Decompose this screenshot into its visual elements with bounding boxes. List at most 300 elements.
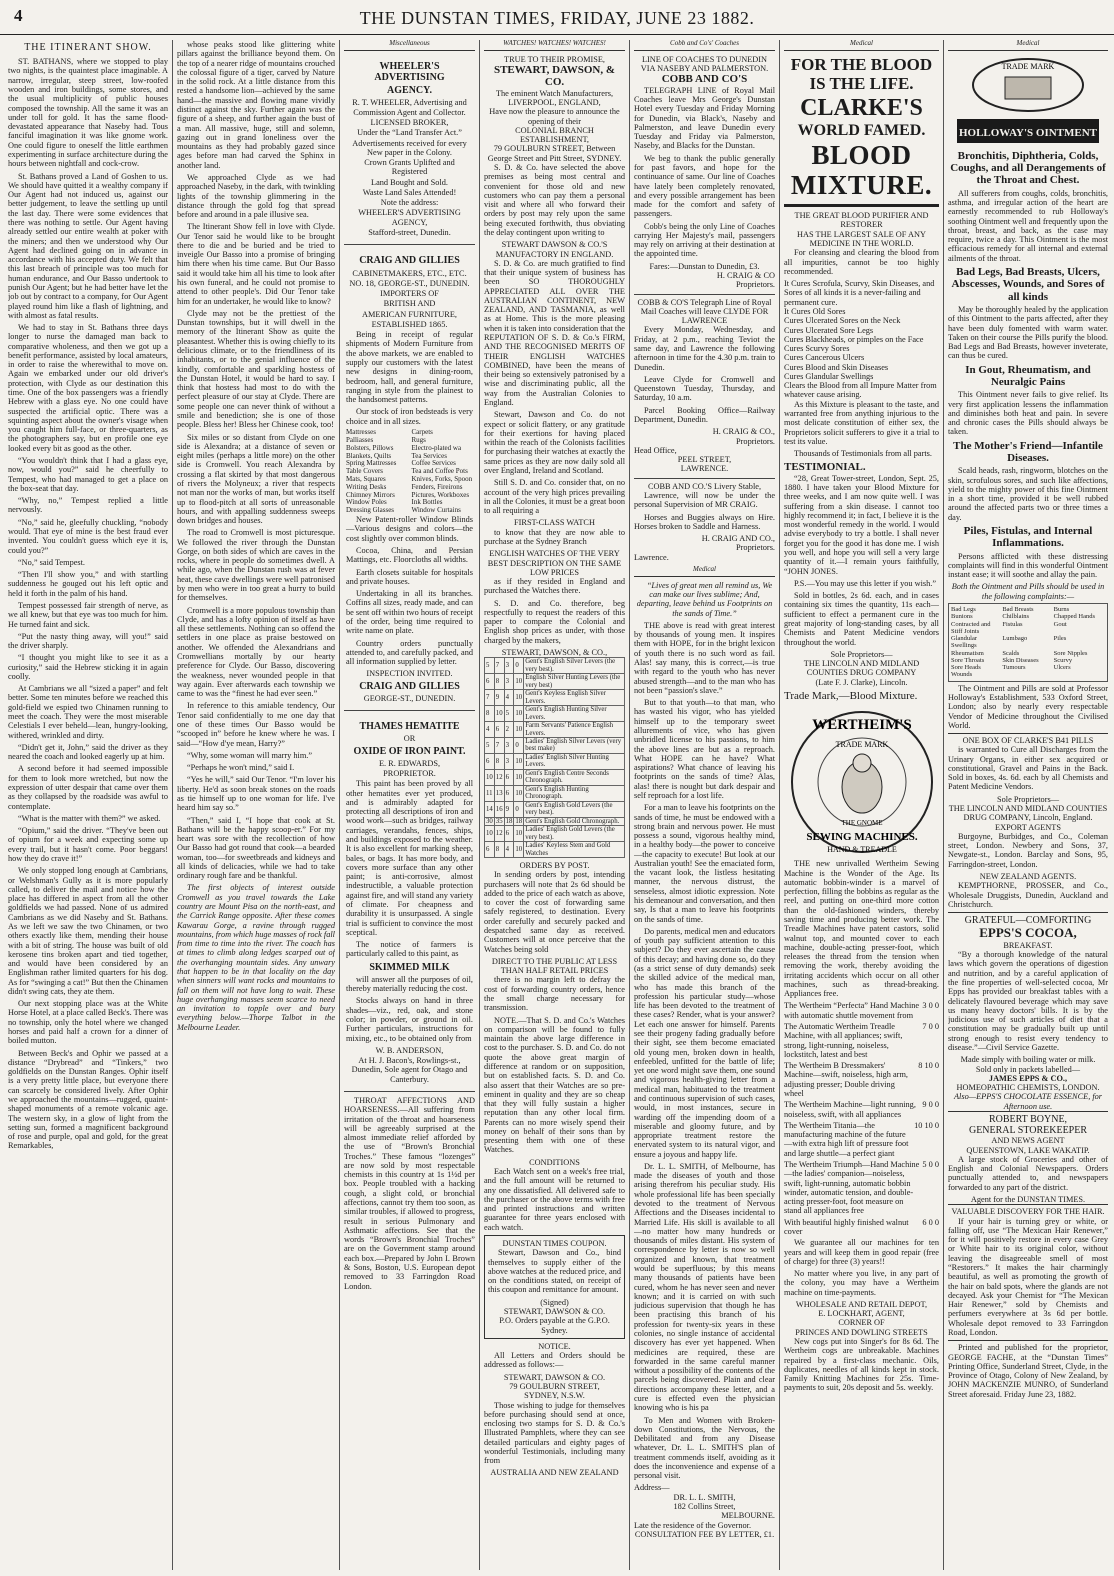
complaint-item: Sore Throats [951,656,985,664]
table-row [485,826,625,842]
complaint-item: Piles [1053,635,1067,643]
complaints-grid [948,603,1108,682]
ad-line: Proprietors. [736,436,775,446]
paragraph: At Cambrians we all “sized a paper” and felt better. Some ten minutes before we reached this gold-field we espied two Chinamen running to meet the coach. They were the most miserable Celestials I ever beheld—lean, hungry-looking, withered, wrinkled and dirty. [8,684,168,740]
coupon-signed-name: STEWART, DAWSON & CO. [503,1306,606,1316]
ad-title: CLARKE'S [800,94,923,121]
ad-line: Both the Ointment and Pills should be used in the following complaints:— [951,582,1105,601]
ad-line: Note the address: [380,198,439,208]
ad-body: Still S. D. and Co. consider that, on no account of the very high prices prevailing in all the Colonies, it must be a great boon to all requiring a [484,478,625,516]
ad-body: Cocoa, China, and Persian Mattings, etc. Floorcloths all widths. [346,545,473,565]
address-line: DR. L. L. SMITH, [673,1492,736,1502]
printer-imprint: Printed and published for the proprietor, GEORGE FACHE, at the “Dunstan Times” Printing Office, Sunderland Street, Clyde, in the Province of Otago, Colony of New Zealand, by JOHN MACKENZIE MUNRO, of Sunderland Street aforesaid. Friday June 23, 1882. [948,1340,1108,1399]
paragraph: St. Bathans proved a Land of Goshen to us. We should have quitted it a wealthy company if Our Agent had not induced us, against our better judgement, to leave the settling up until the last day. There were some evidences that there was nothing to settle. Our Agent having already settled our entire wealth at poker with the miners; and then we understood why Our Agent had declined going on in advance in accordance with his accepted duty. We felt that this last breach of principle was too much for human endurance, and Our Basso undertook to punish Our Agent; but he had better have let the job out by contract to a company, for Our Agent played round him like a flash of lightning, and with almost as fatal results. [8,171,168,320]
ad-line: Sole Proprietors— [997,794,1059,804]
ad-line: THE LINCOLN AND MIDLAND COUNTIES DRUG COMPANY [803,659,920,678]
ad-body: May be thoroughly healed by the application of this Ointment to the parts affected, after they have been duly fomented with warm water. Taken on their course the Pills purify the blood. Bad Legs and Bad Breasts, however inveterate, can thus be cured. [948,304,1108,361]
price-desc: The Wertheim B Dressmakers' Machine—swift, noiseless, high arm, adjusting presser; Double driving wheel [784,1061,908,1099]
price-value: 9 0 0 [922,1100,939,1110]
ad-title: COBB & CO'S Telegraph Line of Royal Mail Coaches will leave CLYDE FOR LAWRENCE [634,294,775,326]
table-cell: 10 [494,706,504,722]
ad-line: W. B. ANDERSON, [375,1045,444,1055]
item: Pictures, Workboxes [411,490,470,499]
table-cell: 6 [494,722,504,738]
coupon-body: Stewart, Dawson and Co., bind themselves to supply either of the above watches at the reduced price, and on the conditions stated, on receipt of this coupon and remittance for amount. [488,1248,621,1295]
ad-line: STEWART, DAWSON & CO. [503,1372,606,1382]
ad-line: R. T. WHEELER, Advertising and Commission Agent and Collector. [352,98,467,117]
testimonial: “28, Great Tower-street, London, Sept. 25, 1880. I have taken your Blood Mixture for three weeks, and I am now quite well. I was suffering from a skin disease. I cannot too highly recommend it; in fact, I believe it is the most wonderful remedy in the world. I would advise everybody to try a bottle. I shall never forget you for the good it has done me. I wish you well, and hope you will sell a very large quantity of it.—I remain yours faithfully, “JOHN JONES. [784,473,939,576]
table-cell: 2 [504,722,514,738]
section-label: Cobb and Co's' Coaches [634,40,775,51]
cure-item: Clears the Blood from all Impure Matter from whatever cause arising. [784,381,937,400]
ad-body: NOTE.—That S. D. and Co.'s Watches on comparison will be found to fully maintain the above large difference in cost to the purchaser. S. D. and Co. do not quote the above great margin of difference at random or on supposition, but on established facts. S. D. and Co. also assert that their Watches are so pre-eminent in quality and they are so cheap that they will fully sustain a higher reputation than any other local firm. Parents can no more wisely spend their money on behalf of their sons than by presenting them with one of these Watches. [484,1015,625,1155]
complaint-item: Lumbago [1002,635,1028,643]
complaint-item: Fistulas [1002,620,1023,628]
thames-hematite-ad [344,715,475,1092]
ad-heading: ORDERS BY POST. [519,861,590,871]
price-value: 10 10 0 [914,1120,939,1130]
ad-body: We guarantee all our machines for ten years and will keep them in good repair (free of charge) for three (3) years!! [784,1238,939,1266]
price-desc: The Automatic Wertheim Treadle Machine, with all appliances; swift, strong, light-running, noiseless, lockstitch, latest and best [784,1022,903,1059]
table-cell: Farm Servants' Patience English Levers. [524,722,625,738]
paragraph: Cromwell is a more populous township than Clyde, and has a lofty opinion of itself as have all these settlements. Nothing can so offend the settlers in one place as praise bestowed on another. We offended the Alexandrians and Cromwellians mortally by our hearty preference for Clyde. Our Basso, discovering the weakness, never wounded people in that way again. Ever afterwards each township we came to was the “finest he had ever seen.” [177,605,335,699]
paragraph: To Men and Women with Broken-down Constitutions, the Nervous, the Debilitated and from any Disease whatever, Dr. L. L. SMITH'S plan of treatment commends itself, avoiding as it does the inconvenience and expense of a personal visit. [634,1415,775,1481]
ad-body: Scald heads, rash, ringworm, blotches on the skin, scrofulous sores, and such like affections, yield to the mighty power of this fine Ointment in a short time, provided it be well rubbed around the affected parts two or three times a day. [948,466,1108,522]
item: Coffee Services [411,459,456,468]
table-cell: 0 [514,738,524,754]
wertheim-emblem [787,707,937,857]
item: Tea and Coffee Pots [411,467,468,476]
price-item [784,1100,939,1119]
item: Table Covers [346,467,384,476]
table-cell: 30 [486,817,493,825]
address-line: 182 Collins Street, [673,1502,736,1512]
ad-body: as if they resided in England and purchased the Watches there. [484,577,625,596]
table-cell: 5 [504,706,514,722]
ad-line: Sole Proprietors— [830,649,893,659]
complaint-item: Tumours [1002,664,1026,672]
ad-line: OR [403,734,416,744]
table-cell: 10 [485,826,495,842]
ad-title: ROBERT BOYNE, [948,1111,1108,1125]
ad-line: JAMES EPPS & CO., [988,1073,1068,1083]
ad-line: SYDNEY, N.S.W. [524,1391,585,1401]
ad-body: Earth closets suitable for hospitals and private houses. [346,567,473,586]
ad-line: PRINCES AND DOWLING STREETS [795,1327,928,1337]
table-cell: Ladies' English Gold Levers (the very best). [524,826,625,842]
complaint-item: Bad Legs [951,606,976,614]
item: Bolsters, Pillows [346,443,394,452]
column-watches [484,40,625,1570]
address-label: Address— [634,1483,670,1493]
items-left [346,429,408,515]
ad-body: to know that they are now able to purchase at the Sydney Branch [484,527,625,546]
item: Palliasses [346,435,374,444]
paragraph: For a man to leave his footprints on the sands of time, he must be endowed with a strong brain and nervous power. He must possess a sound, vigorous healthy mind, in a healthy body—the power to conceive—the capacity to execute! But look at our Australian youth! See the emaciated form, the vacant look, the listless hesitating manner, the nervous distrust, the senseless, almost idiotic expression. Note his demeanour and conversation, and then say, Is that a man to leave his footprints on the sands of time. [634,803,775,924]
price-item [784,1022,939,1059]
price-item [784,1001,939,1020]
item: Tea Services [411,451,447,460]
column-itinerant-show [8,40,168,1570]
ad-title: VALUABLE DISCOVERY FOR THE HAIR. [948,1204,1108,1216]
price-item [784,1061,939,1098]
poem: “Lives of great men all remind us, We can make our lives sublime; And, departing, leave behind us Footprints on the sands of Time.” [636,580,773,618]
complaint-item: Ulcers [1053,664,1071,672]
ad-line: ENGLISH WATCHES OF THE VERY BEST DESCRIPTION ON THE SAME LOW PRICES [487,549,622,577]
throat-notice: THROAT AFFECTIONS AND HOARSENESS.—All suffering from irritation of the throat and hoarseness will be agreeably surprised at the almost immediate relief afforded by the use of “Brown's Bronchial Troches.” These famous “lozenges” are now sold by most respectable chemists in this country at 1s 1½d per box. People troubled with a hacking cough, a slight cold, or bronchial affections, cannot try them too soon, as similar troubles, if allowed to progress, result in serious Pulmonary and Asthmatic affections. See that the words “Brown's Bronchial Troches” are on the Government stamp around each box.—Prepared by John I. Brown & Sons, Boston, U.S. European depot removed to 33 Farringdon Road London. [344,1095,475,1291]
table-cell: 9 [494,690,504,706]
ad-body: S. D. and Co. therefore, beg respectfully to request the readers of this paper to compare the Colonial and English shop prices as under, with those charged by the makers, [484,598,625,645]
paragraph: We only stopped long enough at Cambrians, or Welshman's Gully as it is more popularly called, to deliver the mail and notice how the place has differed in aspect from all the other goldfields we had passed. None of us admired Cambrians as we did Naseby and St. Bathans. As we left we saw the two Chinamen, or two others exactly like them, mending their house with a bit of string. The house was built of old kerosene tins broken apart and tied together, and would have been considered by an Englishman rather limited quarters for his dog. As for “swinging a cat!” But then the Chinamen didn't swing cats, they ate them. [8,866,168,996]
ad-line: CRAIG AND GILLIES [359,680,460,692]
page-number: 4 [14,6,23,25]
ad-line: The eminent Watch Manufacturers, LIVERPOOL, ENGLAND, [495,88,614,108]
ad-line: HAS THE LARGEST SALE OF ANY MEDICINE IN THE WORLD. [797,229,926,248]
section-label: Medical [948,40,1108,51]
ad-line: QUEENSTOWN, LAKE WAKATIP. [966,1145,1090,1155]
ad-heading: CONDITIONS [529,1157,580,1167]
table-cell: Ladies' English Silver Levers (very best make) [524,738,625,754]
ad-body: Thousands of Testimonials from all parts. [794,449,932,459]
holloway-logo-svg [953,55,1103,147]
ad-body: All sufferers from coughs, colds, bronchitis, asthma, and irregular action of the heart are earnestly recommended to rub Holloway's soothing Ointment well and frequently upon the throat, breast, and back, as the case may require, twice a day. This Ointment is the most efficacious remedy for all internal and external ailments of the throat. [948,188,1108,263]
item: Chimney Mirrors [346,490,395,499]
ad-body: THE new unrivalled Wertheim Sewing Machine is the Wonder of the Age. Its automatic bobbin-winder is a marvel of perfection, filling the bobbins as regular as the reel, and putting on one-third more cotton than the old-fashioned winders, thereby saving time and producing better work. The Treadle Machines have patent castors, solid walnut top, and mounted cover to each machine, double-acting presser-foot, which releases the thread from the tension when removing the work, thereby avoiding the irritating accidents which occur on all other machines, such as thread-breaking. Appliances free. [784,859,939,999]
ad-body: We beg to thank the public generally for past favors, and hope for the continuance of same. Our line of Coaches have lately been completely renovated, and every possible arrangement has been made for the comfort and safety of passengers. [634,153,775,219]
ad-line: AMERICAN FURNITURE, [362,309,457,319]
items-right [412,429,474,515]
table-cell: 7 [485,690,495,706]
ad-body: Our stock of iron bedsteads is very choice and in all sizes. [346,407,473,426]
paragraph: The road to Cromwell is most picturesque. We followed the river through the Dunstan Gorge, on both sides of which are caves in the rocks, where in people do sometimes dwell. A while ago, when the Dunstan rush was at fever heat, these cave dwellings were well patronised by men who were in too great a hurry to build for themselves. [177,528,335,603]
table-cell: Gent's English Gold Levers (the very best). [524,801,625,817]
ad-title: COBB AND CO'S [661,73,748,86]
price-item [784,1218,939,1237]
table-cell: 6 [504,769,514,785]
ad-line: Advertisements received for every New paper in the Colony. [352,138,467,157]
complaint-item: Gout [1053,620,1067,628]
cure-item: It Cures Scrofula, Scurvy, Skin Diseases, and Sores of all kinds it is a never-failing and permanent cure. [784,279,935,307]
price-list [784,1001,939,1236]
price-desc: The Wertheim Triumph—Hand Machine—the ladies' companion—noiseless, swift, light-running, automatic bobbin winder, automatic tension, and double-acting presser-foot, foot measure on stand all appliances free [784,1159,920,1216]
ad-title: WORLD FAMED. [797,121,926,139]
table-cell: 7 [494,738,504,754]
price-item [784,1121,939,1158]
ad-body: For cleansing and clearing the blood from all impurities, cannot be too highly recommended. [784,248,939,276]
ad-line: Proprietors. [736,280,775,290]
column-miscellaneous [344,40,475,1570]
ad-line: Agent for the DUNSTAN TIMES. [970,1195,1086,1204]
table-title: STEWART, DAWSON, & CO., [501,648,608,658]
table-row [485,842,625,858]
table-cell: Ladies' Keyless Stem and Gold Watches [524,842,625,858]
table-row [485,706,625,722]
coupon-title: DUNSTAN TIMES COUPON. [502,1239,607,1249]
ad-line: BRITISH AND [383,299,436,309]
ad-body: No matter where you live, in any part of the colony, you may have a Wertheim machine on time-payments. [784,1269,939,1297]
paragraph: The first objects of interest outside Cromwell as you travel towards the Lake country are Mount Pisa on the north-east, and the Carrick Range opposite. After these comes Kawarau Gorge, a ravine through rugged mountains, from which huge masses of rock fall from time to time into the river. The coach has at times to climb along ledges scarped out of the overhanging mountain sides. Any unwary that happen to be in that locality on the day when sinners will want rocks and mountains to fall on them will not have long to wait. These huge overhanging masses seem scarce to need an invitation to topple over and bury everything below.—Thorpe Talbot in the Melbourne Leader. [177,883,335,1032]
paragraph: We had to stay in St. Bathans three days longer to nurse the damaged man back to comparative wholeness, and then we got up a benefit performance, assisted by local amateurs, in order to raise the wherewithal to move on. Again we embarked under our old driver's protection, with Clyde as our destination this time. One of the box passengers was a friendly Hebrew with a glass eye. No one could have suspected the artificial optic. There was a squinting aspect about the owner's visage when you caught him full-face, or three-quarters, as the photographers say, but en profile one eye looked every bit as good as the other. [8,323,168,453]
complaint-item: Bunions [951,613,973,621]
pot-icon [1005,77,1051,99]
masthead: THE DUNSTAN TIMES, FRIDAY, JUNE 23 1882. [359,8,755,28]
section-label: Medical [784,40,939,51]
complaint-item: Chilblains [1002,613,1030,621]
paragraph: But to that youth—to that man, who has wasted his vigor, who has yielded himself up to the temporary sweet allurements of vice, who has given unbridled license to his passions, to him the above lines are but as a reproach. What HOPE can he have? What aspirations? What chance of leaving his footprints on the sands of time? Alas, alas! there is nought but dark despair and self reproach for a lost life. [634,698,775,800]
ad-line: CORNER OF [838,1318,885,1328]
ad-line: (Late F. J. Clarke), Lincoln. [815,677,908,687]
table-cell: Gent's English Hunting Chronograph. [524,785,625,801]
table-row [485,738,625,754]
table-cell: 6 [485,753,495,769]
ad-body: “By a thorough knowledge of the natural laws which govern the operations of digestion and nutrition, and by a careful application of the fine properties of well-selected cocoa, Mr Epps has provided our breakfast tables with a delicately flavoured beverage which may save us many heavy doctors' bills. It is by the judicious use of such articles of diet that a constitution may be gradually built up until strong enough to resist every tendency to disease.”—Civil Service Gazette. [948,950,1108,1052]
table-cell: 10 [485,769,495,785]
table-cell: 10 [514,753,524,769]
table-cell: 10 [514,674,524,690]
emblem-top-text: WERTHEIM'S [811,717,912,734]
section-label: WATCHES! WATCHES! WATCHES! [484,40,625,51]
ad-title: ONE BOX OF CLARKE'S B41 PILLS [948,733,1108,745]
paragraph: “No,” said Tempest. [18,557,86,567]
ad-line: LAWRENCE. [680,464,729,474]
ad-line: Fares:—Dunstan to Dunedin, £3. [649,261,760,271]
ad-line: At H. J. Bacon's, Rowlings-st., Dunedin, Sole agent for Otago and Canterbury. [351,1056,468,1084]
complaint-item: Rheumatism [951,649,984,657]
ad-line: Stafford-street, Dunedin. [368,228,451,238]
price-value: 5 0 0 [922,1159,939,1169]
table-cell: Ladies' English Silver Hunting Levers. [524,753,625,769]
complaint-item: Sore Nipples [1053,649,1088,657]
trade-mark-text: TRADE MARK [1001,61,1055,71]
ad-title: BLOOD MIXTURE. [790,139,933,200]
address-line: Late the residence of the Governor. [634,1520,752,1530]
table-cell: Gent's English Hunting Silver Levers. [524,706,625,722]
table-cell: 3 [504,753,514,769]
paragraph: “What is the matter with them?” we asked. [18,813,161,823]
cure-item: Cures Blood and Skin Diseases [784,362,889,372]
paragraph: Tempest possessed fair strength of nerve, as we all knew, but that eye was too much for him. He turned faint and sick. [8,600,168,629]
address-line: MELBOURNE. [721,1511,775,1521]
cure-item: Cures Glandular Swellings [784,371,874,381]
ad-heading: Bad Legs, Bad Breasts, Ulcers, Abscesses, Wounds, and Sores of all kinds [951,266,1105,303]
table-cell: 4 [485,722,495,738]
table-cell: 9 [504,801,514,817]
paragraph: “Why, no,” Tempest replied a little nervously. [8,496,168,515]
price-desc: With beautiful highly finished walnut cover [784,1217,909,1236]
ad-line: Also—EPPS'S CHOCOLATE ESSENCE, for Afternoon use. [953,1092,1103,1111]
table-cell: 0 [514,658,524,674]
table-cell: 4 [504,690,514,706]
ad-line: CABINETMAKERS, ETC., ETC. [352,268,467,278]
ad-line: HOMEOPATHIC CHEMISTS, LONDON. [956,1083,1100,1093]
ad-body: If your hair is turning grey or white, or falling off, use “The Mexican Hair Renewer,” for it will positively restore in every case Grey or White hair to its original color, without leaving the disagreeable smell of most “Restorers.” It makes the hair charmingly beautiful, as well as promoting the growth of the hair on bald spots, where the glands are not decayed. Ask your Chemist for “The Mexican Hair Renewer,” sold by Chemists and perfumers everywhere at 3s 6d per bottle. Wholesale depot removed to 33 Farringdon Road, London. [948,1216,1108,1337]
paragraph: ST. BATHANS, where we stopped to play two nights, is the quaintest place imaginable. A narrow, irregular, steep street, low-roofed wooden and iron buildings, some stores, and the usual multiplicity of public houses composed the township. All the same it was an under toll for gold. It has the same flood-devastated appearance that Naseby had. Tous fanciful imagination it was like gnome work. One could figure to oneself the little earthmen experimenting in surface architecture during the hours between nightfall and cock-crow. [8,57,168,169]
ad-line: Land Bought and Sold. [371,177,448,187]
price-value: 3 0 0 [922,1001,939,1011]
price-desc: The Wertheim Machine—light running, noiseless, swift, with all appliances [784,1100,916,1119]
ad-line: NEW ZEALAND AGENTS. [979,872,1077,882]
ad-line: E. R. EDWARDS, [378,758,441,768]
table-cell: 18 [505,817,513,825]
emblem-mark-text: TRADE MARK [835,740,888,750]
ad-line: Crown Grants Uplifted and Registered [364,158,455,177]
paragraph: A second before it had seemed impossible for them to look more wretched, but now the expression of utter despair that came over them as they collapsed by the roadside was awful to contemplate. [8,764,168,811]
table-cell: 3 [504,658,514,674]
table-cell: 12 [494,826,504,842]
section-label: Miscellaneous [344,40,475,51]
table-cell: 3 [504,738,514,754]
ad-line: EXPORT AGENTS [995,822,1061,832]
item: Spring Mattresses [346,459,397,468]
paragraph: “Perhaps he won't mind,” said I. [187,763,295,773]
ad-body: TELEGRAPH LINE of Royal Mail Coaches leave Mrs George's Dunstan Hotel every Tuesday and Friday Morning for Dunedin, via Black's, Naseby and Palmerston, and leave Dunedin every Tuesday and Friday via Palmerston, Naseby, and Blacks for the Dunstan. [634,85,775,151]
complaint-item: Burns [1053,606,1070,614]
ad-body: Each Watch sent on a week's free trial, and the full amount will be returned to any one dissatisfied. All delivered safe to the purchaser or the above terms with free and printed instructions and written guarantee for three years enclosed with each watch. [484,1167,625,1232]
ad-line: LINE OF COACHES TO DUNEDIN VIA NASEBY AND PALMERSTON. [640,54,769,74]
holloway-title: HOLLOWAY'S OINTMENT [958,126,1098,139]
ad-body: S. D. & Co. have selected the above premises as being most central and convenient for those old and new customers who can pay them a personal visit and where all who forward their orders by post may rely upon the same being executed forthwith, thus obviating the delay contingent upon writing to [484,162,625,237]
emblem-gnome-text: THE GNOME [840,819,883,828]
table-cell: Gent's Keyless English Silver Levers. [524,690,625,706]
ad-body: Persons afflicted with these distressing complaints will find in this wonderful Ointment instant ease; it will soothe and allay the pain. [948,551,1108,580]
paragraph: “Then,” said I, “I hope that cook at St. Bathans will be the happy scoop-er.” For my heart was sore with the recollection of how Our Basso had got round that cook—a bearded woman, too—for sweetbreads and kidneys and all kinds of delicacies, while we had to take ordinary rough fare and be thankful. [177,815,335,881]
testimonial-ps: P.S.—You may use this letter if you wish.” [794,578,937,588]
cure-item: Cures Blackheads, or pimples on the Face [784,334,924,344]
ad-line: 79 GOULBURN STREET, [509,1381,600,1391]
complaint-item: Wounds [951,671,973,679]
coupon-signed: (Signed) [540,1297,569,1307]
table-cell: 5 [485,658,495,674]
ad-title: CRAIG AND GILLIES [359,255,460,267]
item: Electro-plated wa [411,443,462,452]
ad-body: New cogs put into Singer's for 8s 6d. The Wertheim cogs are unbreakable. Machines repaired by a first-class mechanic. Oils, duplicates, needles of all kinds kept in stock. Family Knitting Machines for 25s. Time-payments to suit, 20s deposit and 5s. weekly. [784,1337,939,1393]
ad-line: 79 GOULBURN STREET, Between George Street and Pitt Street, SYDNEY. [487,144,622,163]
ad-body: All Letters and Orders should be addressed as follows:— [484,1351,625,1370]
items-list [346,429,473,515]
ad-line: TRUE TO THEIR PROMISE, [504,54,605,64]
price-value: 7 0 0 [922,1022,939,1032]
ad-title: THAMES HEMATITE [359,721,460,733]
ad-line: BREAKFAST. [1003,940,1053,950]
price-value: 8 10 0 [918,1061,939,1071]
paragraph: “No,” said he, gleefully chuckling, “nobody would. That eye of mine is the best fraud ever invented. You couldn't guess which eye it is, could you?” [8,517,168,555]
table-cell: 7 [494,658,504,674]
paragraph: We approached Clyde as we had approached Naseby, in the dark, with twinkling lights of the township glimmering in the distance through the gold fog that spread before and around in a pale illusive sea. [177,172,335,220]
ad-line: WHEELER'S ADVERTISING AGENCY, [358,208,461,227]
item: Rugs [411,435,426,444]
ad-body: The notice of farmers is particularly called to this paint, as [346,940,473,959]
ad-body: Those wishing to judge for themselves before purchasing should send at once, enclosing two stamps for S. D. & Co.'s Illustrated Pamphlets, where they can see detailed particulars and eighty pages of wonderful Testimonials, including many from [484,1400,625,1466]
ad-line: PROPRIETOR. [383,769,436,779]
item: Blankets, Quilts [346,451,392,460]
address-line: CONSULTATION FEE BY LETTER, £1. [634,1529,775,1539]
ad-body: This paint has been proved by all other hematites ever yet produced, and is admirably adapted for protecting all descriptions of iron and wood work—such as bridges, railway carriages, verandahs, fences, ships, and buildings exposed to the weather. It is also excellent for marking sheep, bales, or bags. It has more body, and covers more surface than any other paint; is anti-corrosive, almost indestructible, a valuable protection against fire, and will stand any variety of climate. For cheapness and durability it is unsurpassed. A single trial is sufficient to convince the most sceptical. [346,779,473,937]
paragraph: THE above is read with great interest by thousands of young men. It inspires them with HOPE, for in the bright lexicon of youth there is no such word as fail. Alas! say many, this is correct,—is true with regard to the youth who has never abused strength—and to the man who has not been “passion's slave.” [634,620,775,695]
table-cell: 10 [514,785,524,801]
complaint-item: Glandular Swellings [951,635,977,650]
price-desc: The Wertheim Titania—the manufacturing machine of the future—with extra high lift of pressure foot and large shuttle—a perfect giant [784,1120,909,1158]
cure-item: Cures Cancerous Ulcers [784,353,865,363]
paragraph: “You wouldn't think that I had a glass eye, now, would you?” said he cheerfully to Tempest, who had managed to get a place on the box-seat that day. [8,456,168,493]
table-cell: 16 [494,801,504,817]
paragraph: The Itinerant Show fell in love with Clyde. Our Tenor said he would like to be brought there to die and be buried and be tried to inveigle Our Basso into a promise of bringing him there when his time came. But Our Basso said it would take him all his time to look after his own funeral, and he could not promise to attend to other people's. Did Our Tenor take him for an undertaker, he would like to know? [177,222,335,306]
paragraph: “Put the nasty thing away, will you!” said the driver sharply. [8,631,168,651]
ad-title: GRATEFUL—COMFORTING [948,912,1108,926]
table-row [485,658,625,674]
ad-body: Every Monday, Wednesday, and Friday, at 2 p.m., reaching Teviot the same day, and Lawrence the following afternoon in time for the 4.30 p.m. train to Dunedin. [634,325,775,372]
ad-title: STEWART, DAWSON, & CO. [493,64,616,89]
table-row [485,753,625,769]
ad-body: This Ointment never fails to give relief. Its very first application lessens the inflammation and diminishes both heat and pain. In severe and chronic cases the Pills should always be taken. [948,390,1108,437]
ad-body: KEMPTHORNE, PROSSER, and Co., Wholesale Druggists, Dunedin, Auckland and Christchurch. [948,881,1108,909]
column-clarkes-wertheim [784,40,939,1570]
wheeler-ad [344,55,475,246]
table-cell: 10 [514,722,524,738]
ad-line: H. CRAIG & CO [716,271,775,281]
ad-line: SKIMMED MILK [369,961,450,973]
ad-body: Sold in bottles, 2s 6d. each, and in cases containing six times the quantity, 11s each—sufficient to effect a permanent cure in the great majority of long-standing cases, by all Chemists and Patent Medicine vendors throughout the world. [784,591,939,647]
paragraph: Six miles or so distant from Clyde on one side is Alexandra; at a distance of seven or eight miles (perhaps a little more) on the other side is Cromwell. You reach Alexandra by crossing a flat skirted by that most dangerous of rivers the Molyneux; a river that respects not man nor the works of man, but works itself up to flood-pitch at all sorts of unreasonable hours, and with appalling suddenness sweeps down bridges and houses. [177,432,335,526]
ad-line: PEEL STREET, [677,455,732,465]
table-cell: 6 [485,674,495,690]
item: Knives, Forks, Spoon [411,474,473,483]
ad-body: Being in receipt of regular shipments of Modern Furniture from the above markets, we are enabled to supply our customers with the latest new designs in dining-room, bedroom, hall, and general furniture, ranging in style from the plainest to the handsomest patterns. [346,330,473,405]
ad-line: H. CRAIG & CO., [712,427,775,437]
ad-line: Sold only in packets labelled— [975,1064,1081,1074]
table-cell: 6 [504,785,514,801]
table-cell: 3 [504,674,514,690]
table-cell: 10 [514,842,524,858]
table-cell: Gent's English Silver Levers (the very best). [524,658,625,674]
coupon-po: P.O. Orders payable at the G.P.O. Sydney. [499,1316,610,1335]
ad-line: Have now the pleasure to announce the opening of their [489,107,620,126]
item: Window Poles [346,498,387,507]
ad-line: THE LINCOLN AND MIDLAND COUNTIES DRUG COMPANY, Lincoln, England. [948,804,1108,823]
ad-line: COLONIAL BRANCH ESTABLISHMENT, [515,125,594,145]
table-row [485,674,625,690]
paragraph: “Didn't get it, John,” said the driver as they neared the coach and looked eagerly up at him. [8,742,168,762]
wertheim-emblem-svg [787,707,937,857]
table-cell: English Silver Hunting Levers (the very best) [524,674,625,690]
price-desc: The Wertheim “Perfecta” Hand Machine with automatic shuttle movement from [784,1001,920,1020]
craig-gillies-ad [344,249,475,711]
ad-body: is warranted to Cure all Discharges from the Urinary Organs, in either sex acquired or constitutional, Gravel and Pains in the Back. Sold in boxes, 4s. 6d. each by all Chemists and Patent Medicine Vendors. [948,745,1108,792]
ad-title: EPPS'S COCOA, [979,925,1077,941]
item: Writing Desks [346,482,387,491]
cure-item: It Cures Old Sores [784,306,846,316]
table-row [485,817,625,825]
table-cell: 8 [485,706,495,722]
ad-line: WHOLESALE AND RETAIL DEPOT, [795,1299,928,1309]
ad-body: The Ointment and Pills are sold at Professor Holloway's Establishment, 533 Oxford Street, London; also by nearly every respectable Vendor of Medicine throughout the Civilised World. [948,683,1108,730]
item: Carpets [411,428,433,437]
complaint-item: Sore Heads [951,664,981,672]
ad-subtitle: OXIDE OF IRON PAINT. [353,745,466,757]
item: Ink Bottles [411,498,443,507]
holloway-logo [953,55,1103,147]
item: Fenders, Fireirons [411,482,463,491]
ad-line: LICENSED BROKER, [370,117,449,127]
ad-body: New Patent-roller Window Blinds—Various designs and colors—the cost slightly over common blinds. [346,515,473,543]
cure-item: Cures Ulcerated Sores on the Neck [784,316,901,326]
ad-body: Horses and Buggies always on Hire. Horses broken to Saddle and Harness. [634,512,775,531]
gnome-head-icon [853,754,871,772]
ad-line: Head Office, [634,445,677,455]
table-cell: 0 [514,801,524,817]
column-cobb-coaches [634,40,775,1570]
price-item [784,1160,939,1216]
item: Dressing Glasses [346,506,395,515]
